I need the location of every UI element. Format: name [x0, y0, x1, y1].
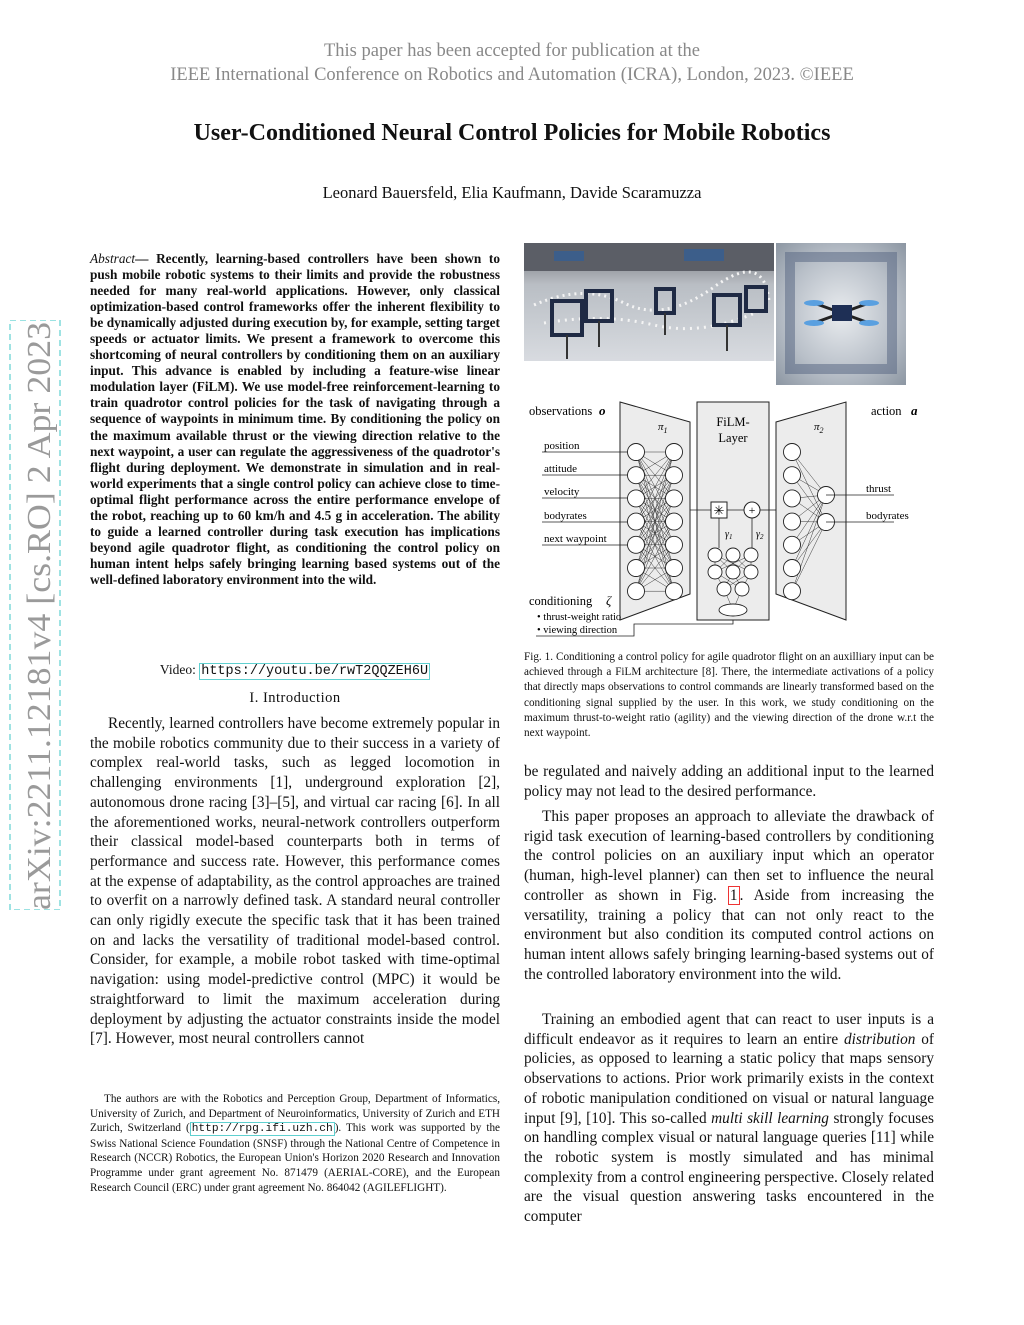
action-symbol: a [911, 403, 918, 418]
output-thrust: thrust [866, 483, 892, 495]
input-velocity: velocity [544, 486, 580, 498]
drone-closeup-photo [776, 243, 906, 385]
right-paragraph-1: be regulated and naively adding an additional input to the learned policy may not lead to the desired performance. [524, 763, 934, 800]
conditioning-neuron [708, 548, 722, 562]
neuron [784, 560, 801, 577]
section-heading-introduction: I. Introduction [249, 690, 341, 706]
conditioning-neuron [744, 548, 758, 562]
figure-reference-link[interactable]: 1 [729, 886, 738, 904]
video-link[interactable]: https://youtu.be/rwT2QQZEH6U [201, 664, 429, 679]
race-track-photo [524, 243, 774, 361]
p3-text-b: of policies, as opposed to learning a static policy that maps sensory observations to actions. Prior work primarily exists in the context of robotic manipulation conditioned on visual or natural language input [9], [10]. This so-called [524, 1030, 934, 1127]
conditioning-label: conditioning [529, 594, 593, 608]
conditioning-item-viewing: • viewing direction [537, 625, 618, 636]
neuron [666, 490, 683, 507]
p3-text-c: strongly focuses on handling complex visual or natural language queries [11] while the robotic system is mostly simulated and has minimal complexity from a control engineering perspective. Closely related are the visual question answering tasks encountered in the computer [524, 1109, 934, 1226]
neuron [666, 513, 683, 530]
neuron [666, 536, 683, 553]
conditioning-neuron [717, 582, 731, 596]
video-line [90, 662, 500, 679]
neuron [628, 490, 645, 507]
right-paragraph-3 [524, 1010, 934, 1227]
figure-caption: Fig. 1. Conditioning a control policy for agile quadrotor flight on an auxilliary input can be achieved through a FiLM architecture [8]. There, the intermediate activations of a policy that directly maps observations to control commands are linearly transformed based on the conditioning signal supplied by the user. In this work, we study conditioning on the maximum thrust-to-weight ratio (agility) and the viewing direction of the drone w.r.t the next waypoint. [524, 651, 934, 740]
neuron [628, 583, 645, 600]
figure-architecture-diagram [524, 398, 934, 640]
gamma1-label: $\gamma_1$ [725, 529, 733, 541]
neuron [666, 467, 683, 484]
conditioning-symbol: ζ [606, 593, 612, 608]
author-footnote [90, 1092, 500, 1195]
figure-photo [524, 243, 934, 391]
abstract-text: Recently, learning-based controllers have been shown to push mobile robotic systems to their limits and provide the robustness needed for many real-world applications. However, only classical optimization-based control frameworks offer the inherent flexibility to be dynamically adjusted during execution by, for example, setting target speeds or actuator limits. We present a framework to overcome this shortcoming of neural controllers by conditioning them on an auxiliary input. This advance is enabled by including a feature-wise linear modulation layer (FiLM). We use model-free reinforcement-learning to train quadrotor control policies for the task of navigating through a sequence of waypoints in minimum time. By conditioning the policy on the maximum available thrust or the viewing direction relative to the next waypoint, a user can regulate the aggressiveness of the quadrotor's flight during deployment. We demonstrate in simulation and in real-world experiments that a single control policy can achieve close to time-optimal flight performance across the entire performance envelope of the robot, reaching up to 60 km/h and 4.5 g in acceleration. The ability to guide a learned controller during task execution has implications beyond agile quadrotor flight, as conditioning the control policy on human intent helps safely bringing learning based systems out of the well-defined laboratory environment into the wild. [90, 251, 501, 587]
neuron [628, 444, 645, 461]
arxiv-identifier[interactable] [4, 320, 68, 910]
p2-text-b: . Aside from increasing the versatility, training a policy that can not only react to the environment but also condition its computed control actions on human intent allows safely bringing learning-based systems out of the controlled laboratory environment into the wild. [524, 886, 935, 983]
multiply-icon: ✳ [713, 503, 725, 518]
neuron [666, 560, 683, 577]
introduction-paragraph: Recently, learned controllers have become extremely popular in the mobile robotics community due to their success in a variety of complex real-world tasks, such as legged locomotion in challenging environments [1], underground exploration [2], autonomous drone racing [3]–[5], and virtual car racing [6]. In all the aforementioned works, neural-network controllers outperform their classical model-based counterparts both in terms of performance and success rate. However, this performance comes at the expense of adaptability, as the control approaches are trained to overfit on a narrowly defined task. A standard neural controller can only rigidly execute the specific task that it has been trained on and lacks the versatility of traditional model-based control. Consider, for example, a mobile robot tasked with time-optimal navigation: using model-predictive control (MPC) it would be straightforward to limit the maximum acceleration during deployment by adjusting the actuator constraints inside the model [7]. However, most neural controllers cannot [90, 715, 500, 1048]
plus-icon: + [748, 503, 756, 517]
footnote-text-a: The authors are with the Robotics and Perception Group, Department of Informatics, University of Zurich, and Department of Neuroinformatics, University of Zurich and ETH Zurich, Switzerland ( [90, 1093, 500, 1135]
arxiv-text: arXiv:2211.12181v4 [cs.RO] 2 Apr 2023 [21, 352, 58, 910]
publication-notice-line2: IEEE International Conference on Robotics and Automation (ICRA), London, 2023. ©IEEE [170, 65, 854, 85]
right-paragraph-2 [524, 807, 934, 984]
output-bodyrates: bodyrates [866, 510, 909, 522]
footnote-text-b: ). This work was supported by the Swiss National Science Foundation (SNSF) through the National Centre of Competence in Research (NCCR) Robotics, the European Union's Horizon 2020 Research and Innovation Programme under grant agreement No. 871479 (AERIAL-CORE), and the European Research Council (ERC) under grant agreement No. 864042 (AGILEFLIGHT). [90, 1122, 501, 1194]
pi2-label: $\pi_2$ [814, 421, 824, 435]
observations-symbol: o [599, 403, 606, 418]
neuron [784, 467, 801, 484]
p3-text-a: Training an embodied agent that can react to user inputs is a difficult endeavor as it requires to learn an entire [524, 1011, 934, 1048]
action-label: action [871, 404, 902, 418]
conditioning-input-node [719, 604, 747, 616]
neuron [784, 536, 801, 553]
neuron [784, 490, 801, 507]
input-bodyrates: bodyrates [544, 510, 587, 522]
conditioning-neuron [744, 565, 758, 579]
conditioning-item-thrust: • thrust-weight ratio [537, 612, 622, 623]
publication-notice-line1: This paper has been accepted for publication at the [323, 41, 700, 61]
film-label-1: FiLM- [716, 415, 750, 429]
paper-title: User-Conditioned Neural Control Policies for Mobile Robotics [193, 120, 831, 146]
abstract: Abstract— Recently, learning-based controllers have been shown to push mobile robotic systems to their limits and provide the robustness needed for many real-world applications. However, only classical optimization-based control frameworks offer the inherent flexibility to be dynamically adjusted during execution by, for example, setting target speeds or actuator limits. We present a framework to overcome this shortcoming of neural controllers by conditioning them on an auxiliary input. This advance is enabled by including a feature-wise linear modulation layer (FiLM). We use model-free reinforcement-learning to train quadrotor control policies for the task of navigating through a sequence of waypoints in minimum time. By conditioning the policy on the maximum available thrust or the viewing direction relative to the next waypoint, a user can regulate the aggressiveness of the quadrotor's flight during deployment. We demonstrate in simulation and in real-world experiments that a single control policy can achieve close to time-optimal flight performance across the entire performance envelope of the robot, reaching up to 60 km/h and 4.5 g in acceleration. The ability to guide a learned controller during task execution has implications beyond agile quadrotor flight, as conditioning the control policy on human intent helps safely bringing learning based systems out of the well-defined laboratory environment into the wild. [90, 251, 501, 587]
conditioning-neuron [735, 582, 749, 596]
gamma2-label: $\gamma_2$ [756, 529, 764, 541]
p3-emphasis-1: distribution [843, 1030, 916, 1048]
observations-label: observations [529, 404, 593, 418]
neuron [666, 444, 683, 461]
input-next-waypoint: next waypoint [544, 533, 607, 545]
conditioning-neuron [726, 565, 740, 579]
neuron [784, 513, 801, 530]
rpg-link[interactable]: http://rpg.ifi.uzh.ch [191, 1123, 333, 1136]
abstract-label: Abstract [90, 251, 136, 266]
input-position: position [544, 440, 580, 452]
input-attitude: attitude [544, 463, 577, 475]
film-label-2: Layer [718, 431, 748, 445]
neuron [628, 536, 645, 553]
neuron [784, 583, 801, 600]
p2-text-a: This paper proposes an approach to alleviate the drawback of rigid task execution of learning-based controllers by conditioning the control policies on an auxiliary input which an operator (human, high-level planner) can then set to influence the neural controller as shown in Fig. [524, 808, 934, 904]
paper-authors: Leonard Bauersfeld, Elia Kaufmann, Davide Scaramuzza [322, 183, 702, 202]
neuron [628, 513, 645, 530]
conditioning-neuron [708, 565, 722, 579]
conditioning-neuron [726, 548, 740, 562]
neuron [628, 560, 645, 577]
pi1-label: $\pi_1$ [658, 421, 668, 435]
video-label: Video: [159, 662, 196, 677]
p3-emphasis-2: multi skill learning [711, 1109, 829, 1127]
neuron [666, 583, 683, 600]
neuron [784, 444, 801, 461]
neuron [628, 467, 645, 484]
